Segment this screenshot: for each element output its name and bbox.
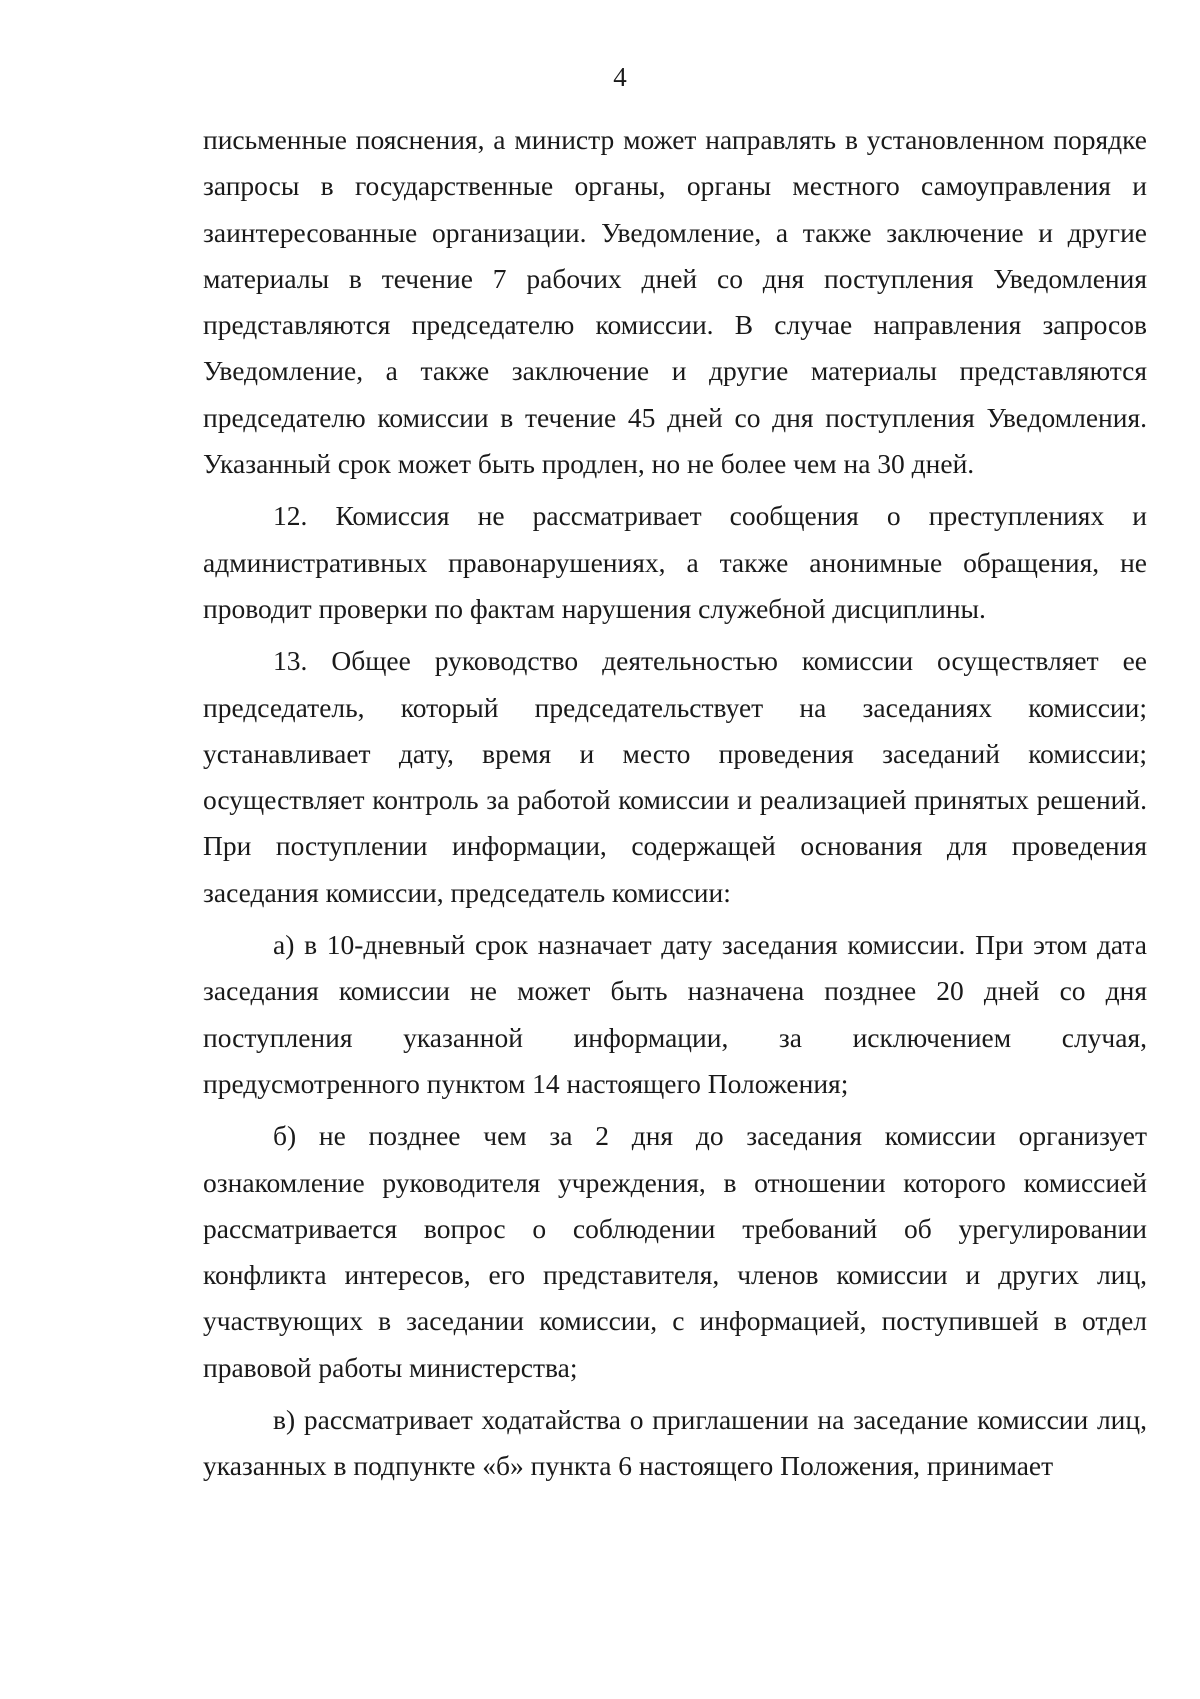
paragraph-item-12: 12. Комиссия не рассматривает сообщения о преступлениях и административных правонарушениях, а также анонимные обращения, не проводит проверки по фактам нарушения служебной дисциплины. xyxy=(203,500,1147,624)
page-number: 4 xyxy=(613,62,627,92)
subparagraph-a: а) в 10-дневный срок назначает дату заседания комиссии. При этом дата заседания комиссии не может быть назначена позднее 20 дней со дня поступления указанной информации, за исключением случая, предусмотренного пунктом 14 настоящего Положения; xyxy=(203,929,1147,1099)
subparagraph-b: б) не позднее чем за 2 дня до заседания комиссии организует ознакомление руководителя учреждения, в отношении которого комиссией рассматривается вопрос о соблюдении требований об урегулировании конфликта интересов, его представителя, членов комиссии и других лиц, участвующих в заседании комиссии, с информацией, поступившей в отдел правовой работы министерства; xyxy=(203,1120,1147,1383)
subparagraph-v: в) рассматривает ходатайства о приглашении на заседание комиссии лиц, указанных в подпункте «б» пункта 6 настоящего Положения, принимает xyxy=(203,1404,1147,1482)
paragraph-continuation: письменные пояснения, а министр может направлять в установленном порядке запросы в государственные органы, органы местного самоуправления и заинтересованные организации. Уведомление, а также заключение и другие материалы в течение 7 рабочих дней со дня поступления Уведомления представляются председателю комиссии. В случае направления запросов Уведомление, а также заключение и другие материалы представляются председателю комиссии в течение 45 дней со дня поступления Уведомления. Указанный срок может быть продлен, но не более чем на 30 дней. xyxy=(203,124,1147,480)
paragraph-item-13: 13. Общее руководство деятельностью комиссии осуществляет ее председатель, который председательствует на заседаниях комиссии; устанавливает дату, время и место проведения заседаний комиссии; осуществляет контроль за работой комиссии и реализацией принятых решений. При поступлении информации, содержащей основания для проведения заседания комиссии, председатель комиссии: xyxy=(203,645,1147,908)
document-body xyxy=(203,117,1147,1496)
